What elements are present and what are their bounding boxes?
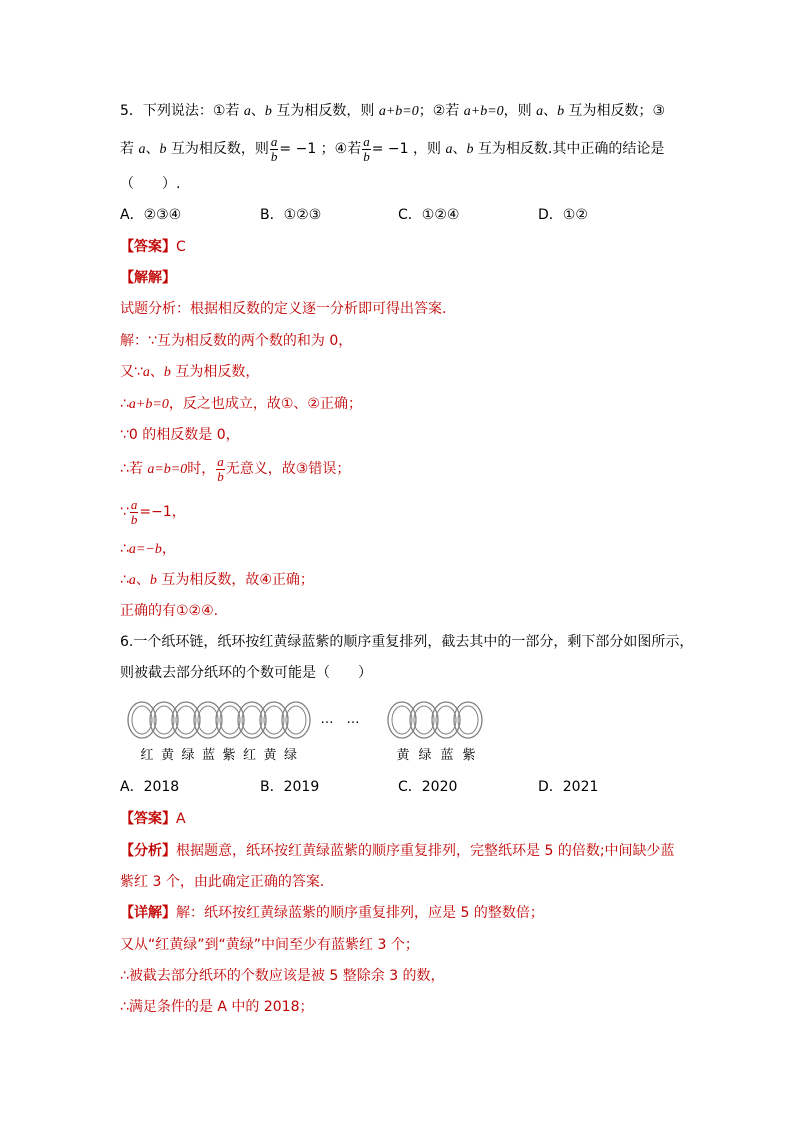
ring-color-label: 蓝 (201, 748, 216, 763)
ring-color-label: 红 (242, 748, 257, 763)
q6-detail-line: ∴满足条件的是 A 中的 2018； (120, 999, 314, 1015)
q5-analysis-line: ∵0 的相反数是 0， (120, 427, 240, 443)
left-ring-chain (128, 702, 310, 738)
q6-option-d: D．2021 (538, 779, 599, 795)
ring-color-label: 绿 (283, 748, 298, 763)
paper-ring-inner (198, 706, 218, 734)
q5-option-c: C．①②④ (398, 207, 460, 223)
left-color-labels (140, 747, 297, 763)
q6-line-1: 6.一个纸环链，纸环按红黄绿蓝紫的顺序重复排列，截去其中的一部分，剩下部分如图所示， (120, 634, 694, 650)
q6-option-c: C．2020 (398, 779, 458, 795)
ring-color-label: 蓝 (440, 748, 454, 763)
fraction-a-over-b: $\frac{a}{b}$ (130, 496, 138, 527)
paper-ring-inner (458, 706, 478, 734)
q5-option-b: B．①②③ (260, 207, 322, 223)
q6-option-b: B．2019 (260, 779, 320, 795)
q5-analysis-line: ∴a=−b， (120, 541, 176, 557)
q6-analysis-line: 紫红 3 个，由此确定正确的答案. (120, 874, 325, 890)
ring-color-label: 紫 (462, 748, 476, 763)
q5-line-2: 若 a、b 互为相反数，则 $\frac{a}{b}$ = −1 ；④若 $\frac{a}{b}$ = −1 ，则 a、b 互为相反数.其中正确的结论是 (120, 133, 665, 164)
ring-color-label: 绿 (181, 748, 195, 763)
q6-line-2: 则被截去部分纸环的个数可能是（ ） (120, 665, 372, 681)
q5-analysis-line: ∵ $\frac{a}{b}$ =−1， (120, 496, 186, 527)
fraction-a-over-b: $\frac{a}{b}$ (270, 133, 278, 164)
q6-detail-line: ∴被截去部分纸环的个数应该是被 5 整除余 3 的数， (120, 968, 445, 984)
paper-ring-inner (414, 706, 434, 734)
q5-line-3: （ ）. (120, 176, 181, 192)
right-color-labels (396, 747, 475, 763)
ring-color-label: 紫 (222, 748, 236, 763)
paper-ring-inner (176, 706, 196, 734)
paper-ring-chain-figure (120, 697, 500, 767)
paper-ring-inner (286, 706, 306, 734)
q5-analysis-line: ∴a+b=0，反之也成立，故①、②正确； (120, 396, 362, 412)
paper-ring-inner (264, 706, 284, 734)
q6-analysis-line: 【分析】根据题意，纸环按红黄绿蓝紫的顺序重复排列，完整纸环是 5 的倍数;中间缺少蓝 (120, 843, 675, 859)
paper-ring-inner (220, 706, 240, 734)
paper-ring-inner (242, 706, 262, 734)
chain-ellipsis: … … (320, 712, 360, 727)
paper-ring-inner (392, 706, 412, 734)
paper-ring-inner (132, 706, 152, 734)
q5-analysis-line: 正确的有①②④. (120, 603, 219, 619)
q6-detail-line: 又从“红黄绿”到“黄绿”中间至少有蓝紫红 3 个； (120, 937, 419, 953)
q5-analysis-line: ∴a、b 互为相反数，故④正确； (120, 572, 314, 588)
q5-analysis-heading: 【解解】 (120, 270, 176, 286)
fraction-a-over-b: $\frac{a}{b}$ (363, 133, 370, 164)
ring-color-label: 黄 (160, 748, 175, 763)
q6-answer: 【答案】A (120, 811, 186, 827)
q5-analysis-line: 解：∵互为相反数的两个数的和为 0， (120, 333, 353, 349)
q5-option-a: A．②③④ (120, 207, 182, 223)
q5-option-d: D．①② (538, 207, 588, 223)
q5-line-1: 5．下列说法：①若 a、b 互为相反数，则 a+b=0；②若 a+b=0，则 a、b 互为相反数；③ (120, 103, 666, 119)
q5-answer: 【答案】C (120, 239, 186, 255)
paper-ring-inner (154, 706, 174, 734)
q6-option-a: A．2018 (120, 779, 180, 795)
ring-color-label: 绿 (418, 748, 432, 763)
q6-detail-line: 【详解】解：纸环按红黄绿蓝紫的顺序重复排列，应是 5 的整数倍； (120, 905, 544, 921)
right-ring-chain (388, 702, 482, 738)
q5-analysis-line: 试题分析：根据相反数的定义逐一分析即可得出答案. (120, 301, 447, 317)
q5-analysis-line: ∴若 a=b=0时， $\frac{a}{b}$ 无意义，故③错误； (120, 453, 351, 484)
q5-analysis-line: 又∵a、b 互为相反数， (120, 364, 260, 380)
ring-color-label: 红 (140, 748, 154, 763)
ring-color-label: 黄 (396, 748, 410, 763)
fraction-a-over-b: $\frac{a}{b}$ (217, 453, 224, 484)
paper-ring-inner (436, 706, 456, 734)
ring-color-label: 黄 (263, 748, 277, 763)
